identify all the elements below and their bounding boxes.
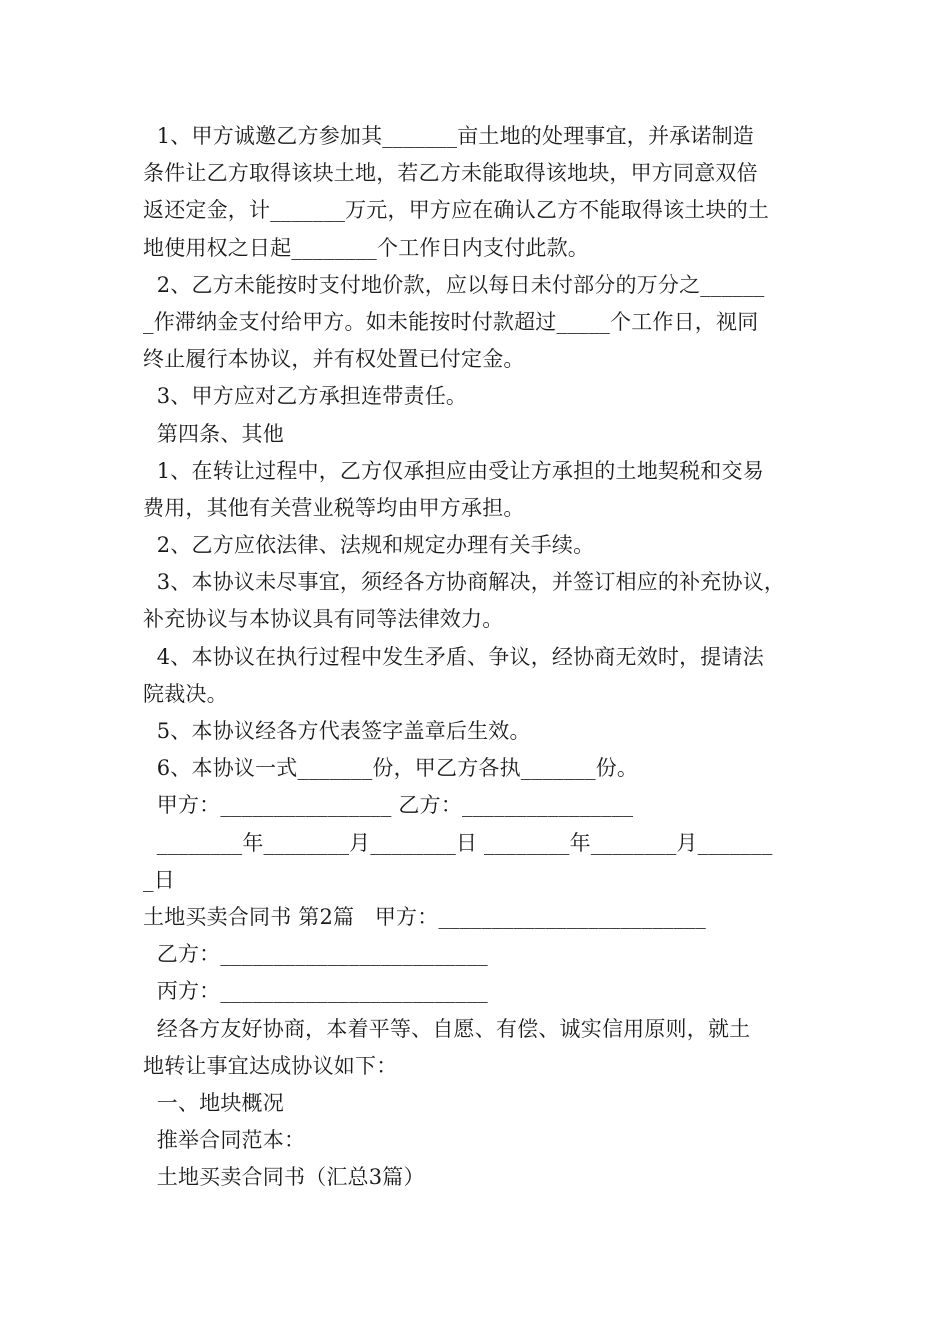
text-line: _作滞纳金支付给甲方。如未能按时付款超过_____个工作日，视同 (143, 309, 759, 334)
text-line: 4、本协议在执行过程中发生矛盾、争议，经协商无效时，提请法 (143, 644, 764, 669)
date-line: ________年________月________日 ________年________月_______ (143, 830, 773, 855)
text-line: 经各方友好协商，本着平等、自愿、有偿、诚实信用原则，就土 (143, 1016, 751, 1041)
signature-line: 甲方：________________ 乙方：________________ (143, 793, 634, 818)
text-line: 院裁决。 (143, 681, 228, 706)
text-line: 3、本协议未尽事宜，须经各方协商解决，并签订相应的补充协议， (143, 570, 786, 595)
text-line: 补充协议与本协议具有同等法律效力。 (143, 607, 504, 632)
date-line: _日 (143, 867, 175, 892)
text-line: 6、本协议一式_______份，甲乙方各执_______份。 (143, 756, 639, 781)
text-line: 3、甲方应对乙方承担连带责任。 (143, 384, 468, 409)
text-line: 推举合同范本： (143, 1128, 306, 1153)
text-line: 条件让乙方取得该块土地，若乙方未能取得该地块，甲方同意双倍 (143, 161, 758, 186)
text-line: 2、乙方应依法律、法规和规定办理有关手续。 (143, 533, 595, 558)
document-body (143, 118, 823, 1196)
party-line: 丙方：_________________________ (143, 979, 488, 1004)
text-line: 5、本协议经各方代表签字盖章后生效。 (143, 719, 531, 743)
text-line: 1、甲方诚邀乙方参加其_______亩土地的处理事宜，并承诺制造 (143, 124, 755, 148)
text-line: 2、乙方未能按时支付地价款，应以每日未付部分的万分之______ (143, 272, 765, 297)
text-line: 土地买卖合同书（汇总3篇） (143, 1165, 425, 1190)
text-line: 返还定金，计_______万元，甲方应在确认乙方不能取得该土块的土 (143, 198, 770, 223)
party-line: 乙方：_________________________ (143, 942, 488, 967)
document-title-line: 土地买卖合同书 第2篇 甲方：_________________________ (143, 904, 706, 929)
text-line: 终止履行本协议，并有权处置已付定金。 (143, 347, 525, 372)
text-line: 费用，其他有关营业税等均由甲方承担。 (143, 495, 525, 520)
section-heading: 第四条、其他 (143, 421, 284, 446)
text-line: 地转让事宜达成协议如下： (143, 1053, 398, 1078)
text-line: 1、在转让过程中，乙方仅承担应由受让方承担的土地契税和交易 (143, 458, 764, 483)
section-heading: 一、地块概况 (143, 1090, 284, 1115)
text-line: 地使用权之日起________个工作日内支付此款。 (143, 235, 589, 260)
